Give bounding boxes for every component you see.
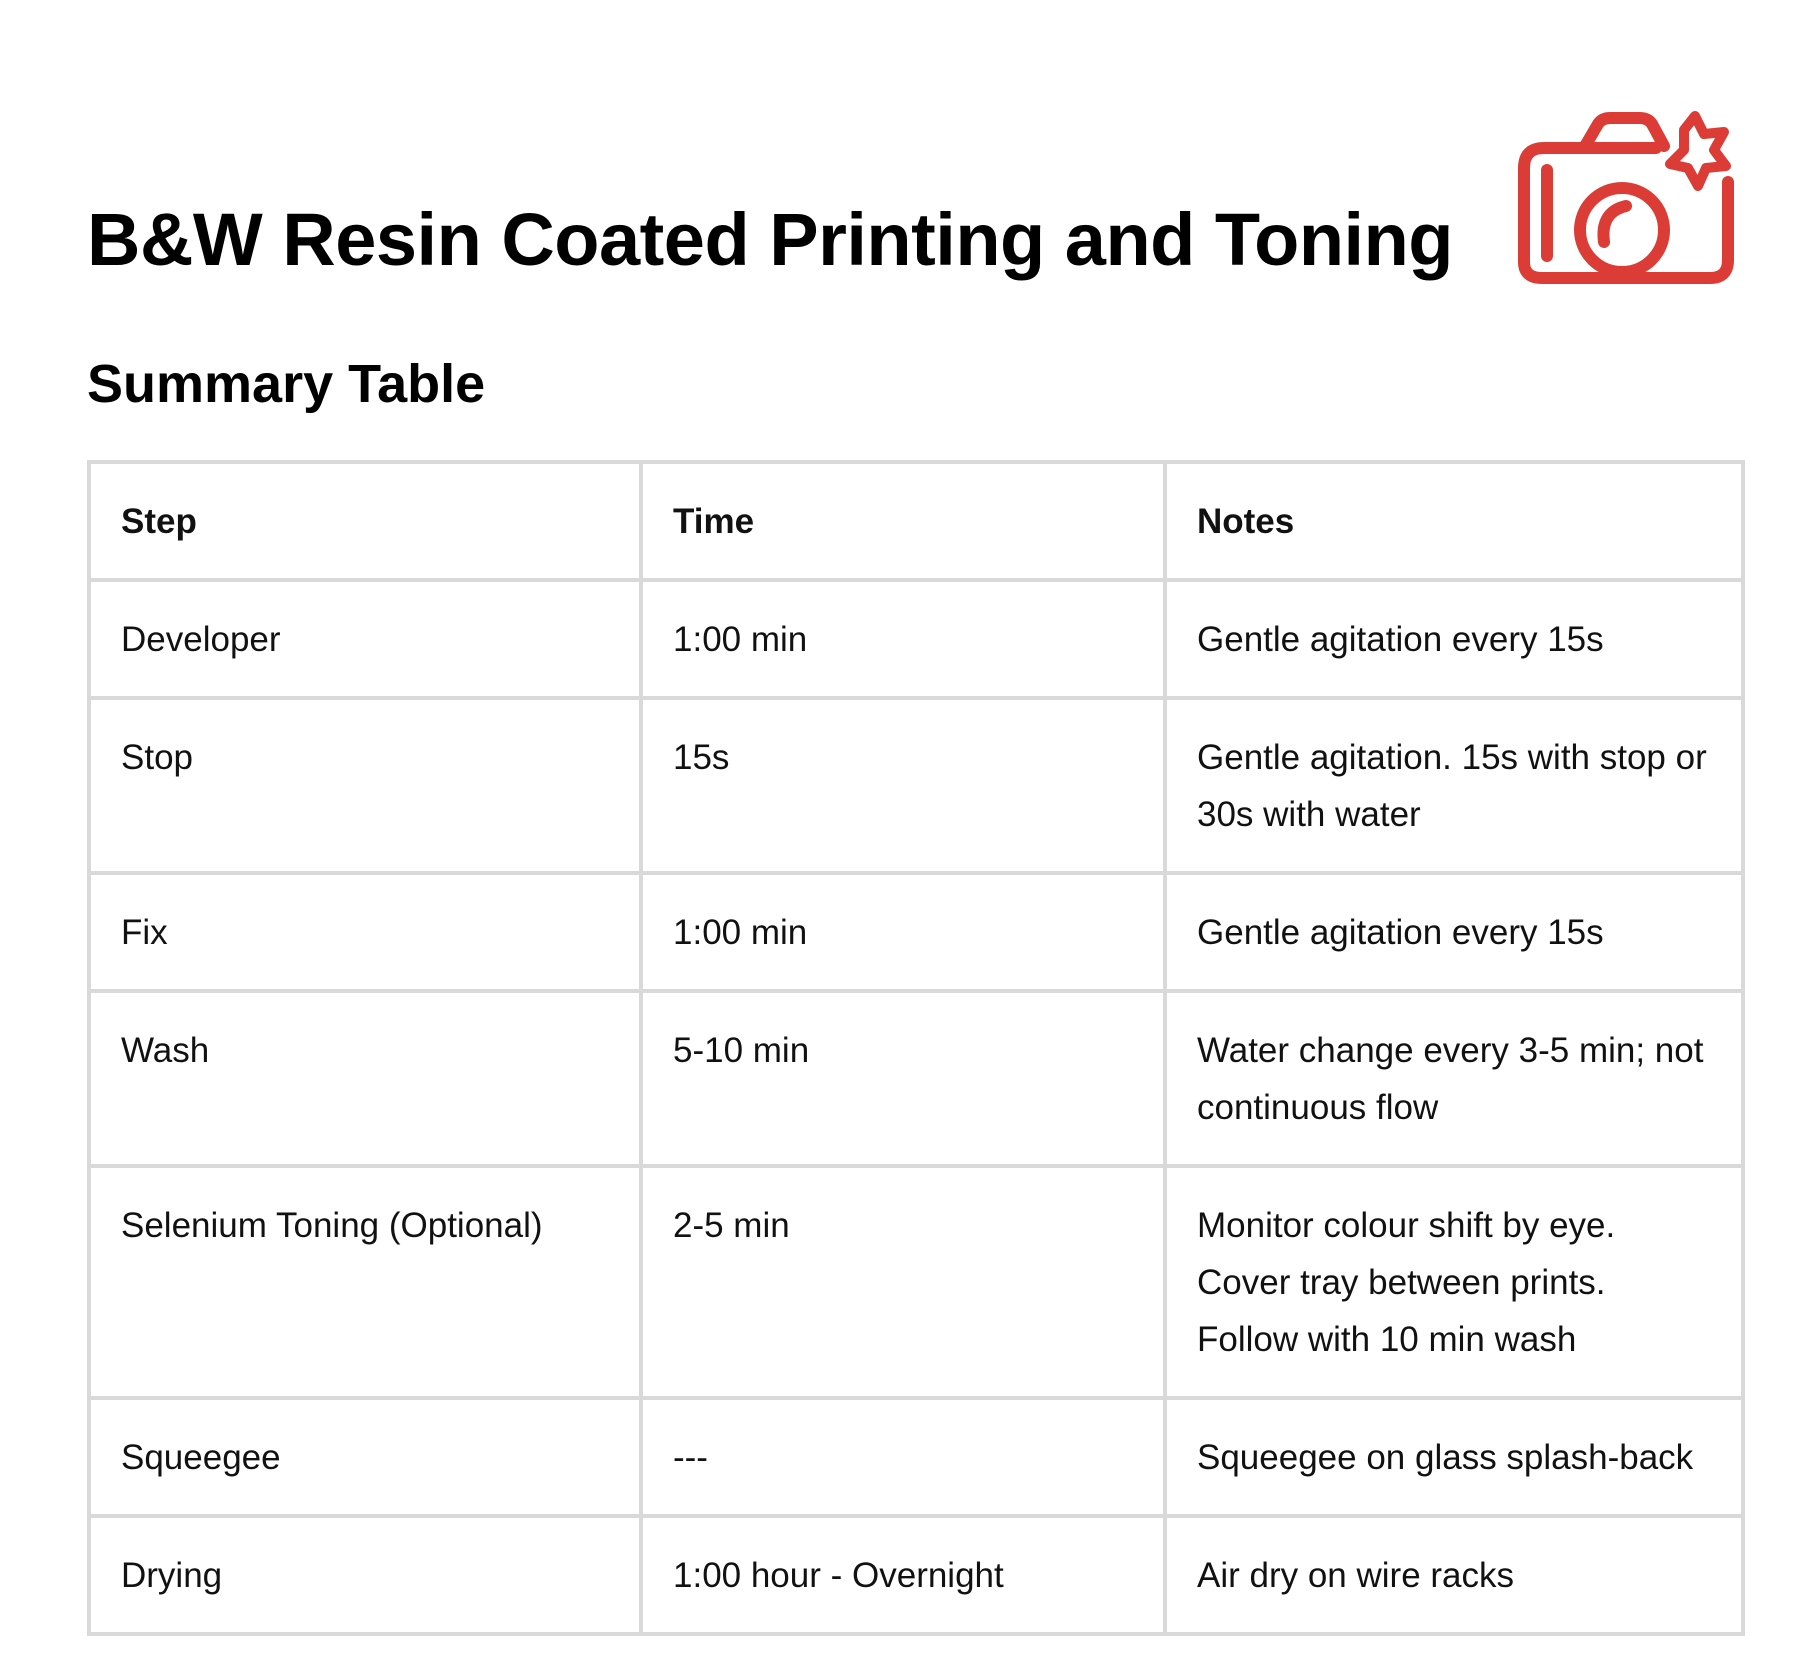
table-row xyxy=(89,873,1743,991)
step-cell: Developer xyxy=(89,580,641,698)
step-cell: Fix xyxy=(89,873,641,991)
time-cell: 15s xyxy=(641,698,1165,873)
notes-cell: Monitor colour shift by eye. Cover tray between prints. Follow with 10 min wash xyxy=(1165,1166,1743,1398)
table-row xyxy=(89,1398,1743,1516)
table-row xyxy=(89,1166,1743,1398)
step-cell: Squeegee xyxy=(89,1398,641,1516)
header-notes: Notes xyxy=(1165,462,1743,580)
time-cell: 5-10 min xyxy=(641,991,1165,1166)
notes-cell: Gentle agitation every 15s xyxy=(1165,873,1743,991)
step-cell: Wash xyxy=(89,991,641,1166)
notes-cell: Air dry on wire racks xyxy=(1165,1516,1743,1634)
header-time: Time xyxy=(641,462,1165,580)
table-header-row xyxy=(89,462,1743,580)
notes-cell: Gentle agitation. 15s with stop or 30s with water xyxy=(1165,698,1743,873)
section-heading: Summary Table xyxy=(87,354,486,414)
step-cell: Stop xyxy=(89,698,641,873)
notes-cell: Gentle agitation every 15s xyxy=(1165,580,1743,698)
table-row xyxy=(89,1516,1743,1634)
step-cell: Drying xyxy=(89,1516,641,1634)
table-row xyxy=(89,991,1743,1166)
summary-table xyxy=(87,460,1745,1636)
header-step: Step xyxy=(89,462,641,580)
notes-cell: Squeegee on glass splash-back xyxy=(1165,1398,1743,1516)
time-cell: --- xyxy=(641,1398,1165,1516)
step-cell: Selenium Toning (Optional) xyxy=(89,1166,641,1398)
camera-star-icon xyxy=(1514,106,1740,288)
time-cell: 1:00 min xyxy=(641,873,1165,991)
page-title: B&W Resin Coated Printing and Toning xyxy=(87,198,1453,281)
table-row xyxy=(89,580,1743,698)
notes-cell: Water change every 3-5 min; not continuous flow xyxy=(1165,991,1743,1166)
time-cell: 1:00 hour - Overnight xyxy=(641,1516,1165,1634)
time-cell: 1:00 min xyxy=(641,580,1165,698)
time-cell: 2-5 min xyxy=(641,1166,1165,1398)
table-row xyxy=(89,698,1743,873)
